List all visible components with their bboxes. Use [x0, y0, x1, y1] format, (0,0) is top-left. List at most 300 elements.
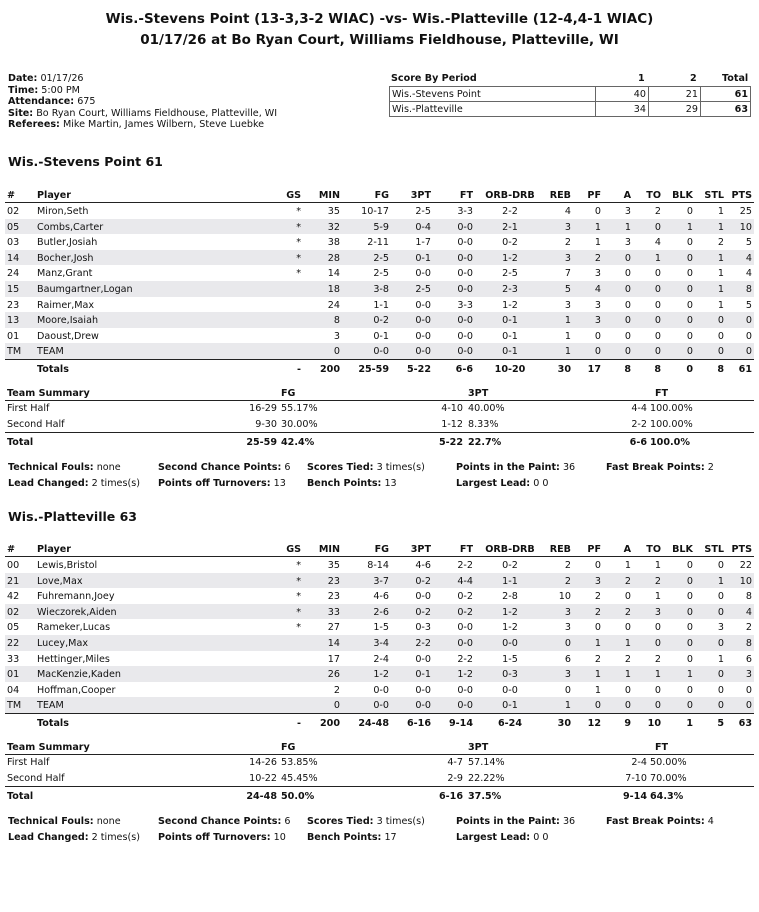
cell-to: 0	[654, 315, 661, 327]
cell-ft: 1-2	[457, 669, 473, 681]
misc-tech: Technical Fouls: none	[8, 462, 121, 473]
misc-scp: Second Chance Points: 6	[158, 816, 291, 827]
cell-pf: 3	[594, 575, 601, 587]
cell-pf: 2	[594, 252, 601, 264]
cell-min: 27	[327, 622, 340, 634]
cell-to: 0	[654, 700, 661, 712]
cell-blk: 1	[686, 669, 693, 681]
cell-blk: 0	[686, 575, 693, 587]
cell-stl: 0	[717, 315, 724, 327]
table-row	[5, 250, 754, 266]
cell-a: 0	[624, 252, 631, 264]
cell-reb: 1	[564, 330, 571, 342]
cell-fg: 8-14	[367, 560, 389, 571]
cell-name: Butler,Josiah	[37, 237, 98, 249]
cell-name: Bocher,Josh	[37, 252, 94, 264]
column-header: STL	[704, 544, 724, 555]
cell-tp: 0-2	[415, 575, 431, 587]
box-score-table	[5, 186, 754, 376]
cell-blk: 0	[686, 622, 693, 634]
cell-blk: 0	[686, 283, 693, 295]
summary-fgp: 50.0%	[281, 791, 315, 803]
cell-reb: 3	[564, 252, 571, 264]
summary-ftp: 64.3%	[650, 791, 684, 803]
cell-name: Totals	[37, 363, 69, 375]
cell-a: 1	[624, 637, 631, 649]
cell-to: 8	[654, 363, 661, 375]
cell-reb: 7	[564, 268, 571, 280]
cell-fg: 0-0	[373, 684, 389, 696]
cell-reb: 30	[557, 717, 571, 729]
cell-fg: 0-2	[373, 315, 389, 327]
column-header: A	[623, 544, 631, 555]
column-header: FT	[459, 190, 473, 201]
cell-stl: 1	[717, 221, 724, 233]
score-row: Wis.-Stevens Point 40 21 61	[389, 86, 751, 102]
misc-lc: Lead Changed: 2 times(s)	[8, 478, 140, 489]
cell-to: 0	[654, 283, 661, 295]
team-misc-stats	[8, 814, 753, 846]
cell-blk: 0	[686, 653, 693, 665]
cell-stl: 0	[717, 700, 724, 712]
summary-fgp: 45.45%	[281, 772, 318, 784]
cell-name: Manz,Grant	[37, 268, 93, 280]
column-header: 3PT	[410, 190, 431, 201]
cell-ft: 0-0	[457, 346, 473, 358]
cell-pts: 0	[745, 315, 752, 327]
misc-pot: Points off Turnovers: 10	[158, 832, 286, 843]
table-row	[5, 203, 754, 219]
summary-ft: 2-2	[631, 418, 647, 430]
cell-stl: 1	[717, 299, 724, 311]
cell-orb: 1-5	[502, 653, 518, 665]
cell-pf: 0	[594, 206, 601, 217]
summary-ftp: 100.00%	[650, 418, 693, 430]
team-title: Wis.-Platteville 63	[8, 509, 137, 524]
cell-num: 03	[7, 237, 20, 249]
summary-fg-header: FG	[281, 742, 296, 753]
summary-3pt-header: 3PT	[468, 388, 489, 399]
cell-fg: 2-5	[373, 268, 389, 280]
cell-reb: 3	[564, 669, 571, 681]
cell-to: 0	[654, 346, 661, 358]
cell-stl: 0	[717, 669, 724, 681]
cell-orb: 0-1	[502, 346, 518, 358]
cell-num: 15	[7, 283, 20, 295]
summary-ftp: 70.00%	[650, 772, 687, 784]
table-row	[5, 697, 754, 713]
cell-orb: 2-1	[502, 221, 518, 233]
cell-pts: 61	[738, 363, 752, 375]
table-header	[5, 540, 754, 557]
cell-num: 23	[7, 299, 20, 311]
team-misc-stats	[8, 460, 753, 492]
cell-pf: 1	[594, 237, 601, 249]
cell-name: Raimer,Max	[37, 299, 95, 311]
cell-to: 0	[654, 268, 661, 280]
cell-to: 2	[654, 575, 661, 587]
column-header: PTS	[731, 190, 752, 201]
cell-num: TM	[7, 346, 22, 358]
cell-num: 14	[7, 252, 20, 264]
table-row	[5, 328, 754, 344]
cell-orb: 0-3	[502, 669, 518, 681]
summary-ftp: 100.0%	[650, 437, 690, 449]
cell-a: 1	[624, 669, 631, 681]
column-header: BLK	[672, 190, 693, 201]
cell-blk: 0	[686, 591, 693, 603]
cell-pf: 2	[594, 591, 601, 603]
cell-a: 0	[624, 684, 631, 696]
table-row	[5, 588, 754, 604]
cell-pts: 10	[739, 221, 752, 233]
cell-name: Lewis,Bristol	[37, 560, 98, 571]
cell-orb: 0-2	[502, 560, 518, 571]
cell-pf: 4	[594, 283, 601, 295]
summary-row	[5, 417, 754, 433]
cell-tp: 0-0	[415, 315, 431, 327]
cell-pts: 22	[739, 560, 752, 571]
cell-fg: 25-59	[358, 363, 389, 375]
cell-stl: 1	[717, 252, 724, 264]
score-row: Wis.-Platteville 34 29 63	[389, 101, 751, 117]
score-by-period: Score By Period 1 2 Total Wis.-Stevens Point 40 21 61 Wis.-Platteville 34 29 63	[389, 73, 751, 117]
summary-fgp: 42.4%	[281, 437, 315, 449]
cell-num: 02	[7, 606, 20, 618]
cell-blk: 1	[686, 717, 693, 729]
cell-a: 0	[624, 315, 631, 327]
column-header: 3PT	[410, 544, 431, 555]
cell-gs: *	[296, 206, 301, 217]
cell-tp: 0-0	[415, 684, 431, 696]
cell-gs: *	[296, 622, 301, 634]
misc-pip: Points in the Paint: 36	[456, 816, 576, 827]
summary-tp: 1-12	[441, 418, 463, 430]
cell-ft: 0-0	[457, 237, 473, 249]
cell-num: 05	[7, 622, 20, 634]
cell-gs: *	[296, 591, 301, 603]
cell-name: Hoffman,Cooper	[37, 684, 116, 696]
cell-fg: 2-4	[373, 653, 389, 665]
cell-orb: 10-20	[494, 363, 526, 375]
cell-pts: 0	[745, 346, 752, 358]
cell-num: 02	[7, 206, 20, 217]
cell-a: 0	[624, 346, 631, 358]
summary-tp: 2-9	[447, 772, 463, 784]
table-row	[5, 281, 754, 297]
cell-blk: 0	[686, 684, 693, 696]
cell-stl: 1	[717, 268, 724, 280]
cell-to: 0	[654, 622, 661, 634]
misc-bench: Bench Points: 17	[307, 832, 397, 843]
cell-ft: 2-2	[457, 653, 473, 665]
box-score-table	[5, 540, 754, 730]
table-row	[5, 651, 754, 667]
misc-ll: Largest Lead: 0 0	[456, 478, 549, 489]
cell-a: 8	[624, 363, 631, 375]
summary-label: Total	[7, 791, 34, 803]
cell-gs: *	[296, 606, 301, 618]
cell-a: 2	[624, 575, 631, 587]
summary-row	[5, 755, 754, 771]
cell-gs: -	[297, 363, 301, 375]
cell-ft: 0-0	[457, 637, 473, 649]
cell-tp: 0-0	[415, 700, 431, 712]
misc-pip: Points in the Paint: 36	[456, 462, 576, 473]
cell-orb: 2-3	[502, 283, 518, 295]
summary-label: Team Summary	[7, 388, 90, 399]
column-header: A	[623, 190, 631, 201]
cell-num: 21	[7, 575, 20, 587]
cell-num: 01	[7, 669, 20, 681]
summary-fg: 9-30	[255, 418, 277, 430]
column-header: REB	[549, 544, 571, 555]
cell-fg: 24-48	[358, 717, 389, 729]
table-row	[5, 219, 754, 235]
summary-label: Total	[7, 437, 34, 449]
cell-tp: 0-4	[415, 221, 431, 233]
cell-a: 0	[624, 622, 631, 634]
cell-to: 1	[654, 591, 661, 603]
cell-blk: 0	[686, 330, 693, 342]
cell-to: 0	[654, 299, 661, 311]
table-row	[5, 297, 754, 313]
cell-a: 2	[624, 606, 631, 618]
column-header: FG	[374, 190, 389, 201]
cell-tp: 0-0	[415, 653, 431, 665]
team-summary	[5, 742, 754, 803]
cell-pts: 4	[745, 252, 752, 264]
cell-a: 0	[624, 268, 631, 280]
summary-label: First Half	[7, 757, 50, 768]
cell-tp: 0-0	[415, 591, 431, 603]
cell-blk: 0	[686, 206, 693, 217]
cell-name: Moore,Isaiah	[37, 315, 99, 327]
cell-stl: 0	[717, 637, 724, 649]
cell-name: Fuhremann,Joey	[37, 591, 115, 603]
cell-pts: 2	[745, 622, 752, 634]
cell-gs: *	[296, 575, 301, 587]
cell-min: 38	[327, 237, 340, 249]
cell-reb: 6	[564, 653, 571, 665]
cell-min: 28	[327, 252, 340, 264]
cell-gs: -	[297, 717, 301, 729]
cell-orb: 1-1	[502, 575, 518, 587]
cell-tp: 0-0	[415, 268, 431, 280]
cell-gs: *	[296, 560, 301, 571]
cell-ft: 0-0	[457, 268, 473, 280]
cell-blk: 0	[686, 700, 693, 712]
cell-reb: 5	[564, 283, 571, 295]
cell-min: 33	[327, 606, 340, 618]
summary-fgp: 55.17%	[281, 403, 318, 414]
cell-to: 0	[654, 330, 661, 342]
cell-fg: 5-9	[373, 221, 389, 233]
cell-pf: 17	[587, 363, 601, 375]
column-header: MIN	[318, 544, 340, 555]
cell-pf: 1	[594, 669, 601, 681]
cell-orb: 0-1	[502, 330, 518, 342]
cell-tp: 4-6	[415, 560, 431, 571]
summary-tpp: 40.00%	[468, 403, 505, 414]
cell-reb: 3	[564, 221, 571, 233]
summary-ft: 9-14	[622, 791, 647, 803]
cell-reb: 3	[564, 622, 571, 634]
cell-stl: 1	[717, 206, 724, 217]
cell-fg: 3-7	[373, 575, 389, 587]
cell-reb: 30	[557, 363, 571, 375]
cell-pf: 3	[594, 299, 601, 311]
summary-tp: 4-10	[441, 403, 463, 414]
column-header: MIN	[318, 190, 340, 201]
cell-name: Wieczorek,Aiden	[37, 606, 117, 618]
cell-reb: 2	[564, 560, 571, 571]
cell-blk: 1	[686, 221, 693, 233]
cell-fg: 2-11	[367, 237, 389, 249]
cell-name: Combs,Carter	[37, 221, 104, 233]
summary-tp: 4-7	[447, 757, 463, 768]
table-row	[5, 573, 754, 589]
cell-min: 14	[327, 268, 340, 280]
cell-tp: 0-1	[415, 252, 431, 264]
column-header: ORB-DRB	[485, 190, 535, 201]
team-summary	[5, 388, 754, 449]
cell-gs: *	[296, 237, 301, 249]
cell-orb: 0-2	[502, 237, 518, 249]
cell-num: 04	[7, 684, 20, 696]
summary-label: Second Half	[7, 772, 65, 784]
cell-tp: 2-5	[415, 206, 431, 217]
cell-pf: 1	[594, 221, 601, 233]
summary-ft-header: FT	[655, 742, 669, 753]
cell-reb: 2	[564, 237, 571, 249]
cell-min: 14	[327, 637, 340, 649]
cell-orb: 0-0	[502, 684, 518, 696]
cell-blk: 0	[686, 268, 693, 280]
cell-to: 0	[654, 684, 661, 696]
column-header: Player	[37, 544, 71, 555]
cell-orb: 0-0	[502, 637, 518, 649]
summary-label: Team Summary	[7, 742, 90, 753]
cell-reb: 1	[564, 315, 571, 327]
column-header: ORB-DRB	[485, 544, 535, 555]
cell-min: 35	[327, 560, 340, 571]
misc-ll: Largest Lead: 0 0	[456, 832, 549, 843]
table-row	[5, 666, 754, 682]
table-header	[5, 186, 754, 203]
cell-fg: 3-8	[373, 283, 389, 295]
summary-fg: 14-26	[249, 757, 277, 768]
cell-pf: 2	[594, 606, 601, 618]
column-header: PF	[587, 190, 601, 201]
cell-num: 05	[7, 221, 20, 233]
summary-fg: 10-22	[249, 772, 277, 784]
cell-a: 0	[624, 283, 631, 295]
cell-name: Totals	[37, 717, 69, 729]
cell-min: 24	[327, 299, 340, 311]
cell-blk: 0	[686, 315, 693, 327]
cell-pts: 0	[745, 684, 752, 696]
summary-tpp: 57.14%	[468, 757, 505, 768]
cell-min: 26	[327, 669, 340, 681]
column-header: TO	[646, 190, 661, 201]
table-row	[5, 682, 754, 698]
cell-to: 0	[654, 221, 661, 233]
cell-a: 0	[624, 700, 631, 712]
cell-reb: 4	[564, 206, 571, 217]
cell-pf: 1	[594, 637, 601, 649]
summary-ft: 6-6	[629, 437, 647, 449]
cell-fg: 2-5	[373, 252, 389, 264]
cell-reb: 1	[564, 700, 571, 712]
cell-pts: 4	[745, 606, 752, 618]
cell-pts: 6	[745, 653, 752, 665]
summary-tpp: 37.5%	[468, 791, 502, 803]
cell-ft: 0-0	[457, 700, 473, 712]
cell-tp: 0-3	[415, 622, 431, 634]
column-header: Player	[37, 190, 71, 201]
cell-stl: 0	[717, 684, 724, 696]
cell-blk: 0	[686, 346, 693, 358]
cell-orb: 1-2	[502, 606, 518, 618]
cell-min: 8	[333, 315, 340, 327]
cell-tp: 0-2	[415, 606, 431, 618]
cell-pts: 8	[745, 283, 752, 295]
summary-tpp: 22.22%	[468, 772, 505, 784]
summary-ft: 2-4	[631, 757, 647, 768]
cell-stl: 1	[717, 653, 724, 665]
game-subtitle: 01/17/26 at Bo Ryan Court, Williams Fieldhouse, Platteville, WI	[140, 32, 619, 48]
summary-fg: 16-29	[249, 403, 277, 414]
column-header: REB	[549, 190, 571, 201]
cell-gs: *	[296, 268, 301, 280]
cell-blk: 0	[686, 606, 693, 618]
cell-min: 18	[327, 283, 340, 295]
cell-blk: 0	[686, 237, 693, 249]
cell-min: 35	[327, 206, 340, 217]
cell-pts: 5	[745, 237, 752, 249]
cell-orb: 1-2	[502, 252, 518, 264]
cell-blk: 0	[686, 252, 693, 264]
table-row	[5, 234, 754, 250]
cell-ft: 2-2	[457, 560, 473, 571]
summary-fg-header: FG	[281, 388, 296, 399]
cell-ft: 3-3	[457, 299, 473, 311]
cell-reb: 0	[564, 684, 571, 696]
cell-a: 1	[624, 221, 631, 233]
cell-ft: 0-0	[457, 283, 473, 295]
summary-total-row	[5, 432, 754, 449]
summary-3pt-header: 3PT	[468, 742, 489, 753]
cell-blk: 0	[686, 363, 693, 375]
cell-fg: 10-17	[361, 206, 389, 217]
cell-pf: 3	[594, 268, 601, 280]
cell-pf: 3	[594, 315, 601, 327]
cell-ft: 0-0	[457, 221, 473, 233]
cell-to: 1	[654, 669, 661, 681]
cell-tp: 5-22	[406, 363, 431, 375]
summary-tpp: 22.7%	[468, 437, 502, 449]
table-row	[5, 604, 754, 620]
cell-fg: 0-0	[373, 700, 389, 712]
cell-a: 3	[624, 237, 631, 249]
cell-stl: 0	[717, 606, 724, 618]
cell-num: 22	[7, 637, 20, 649]
game-info: Date: 01/17/26 Time: 5:00 PM Attendance: 675 Site: Bo Ryan Court, Williams Fieldhouse, Platteville, WI Referees: Mike Martin, James Wilbern, Steve Luebke	[8, 73, 278, 131]
cell-min: 0	[333, 700, 340, 712]
cell-min: 23	[327, 575, 340, 587]
summary-ft: 4-4	[631, 403, 647, 414]
